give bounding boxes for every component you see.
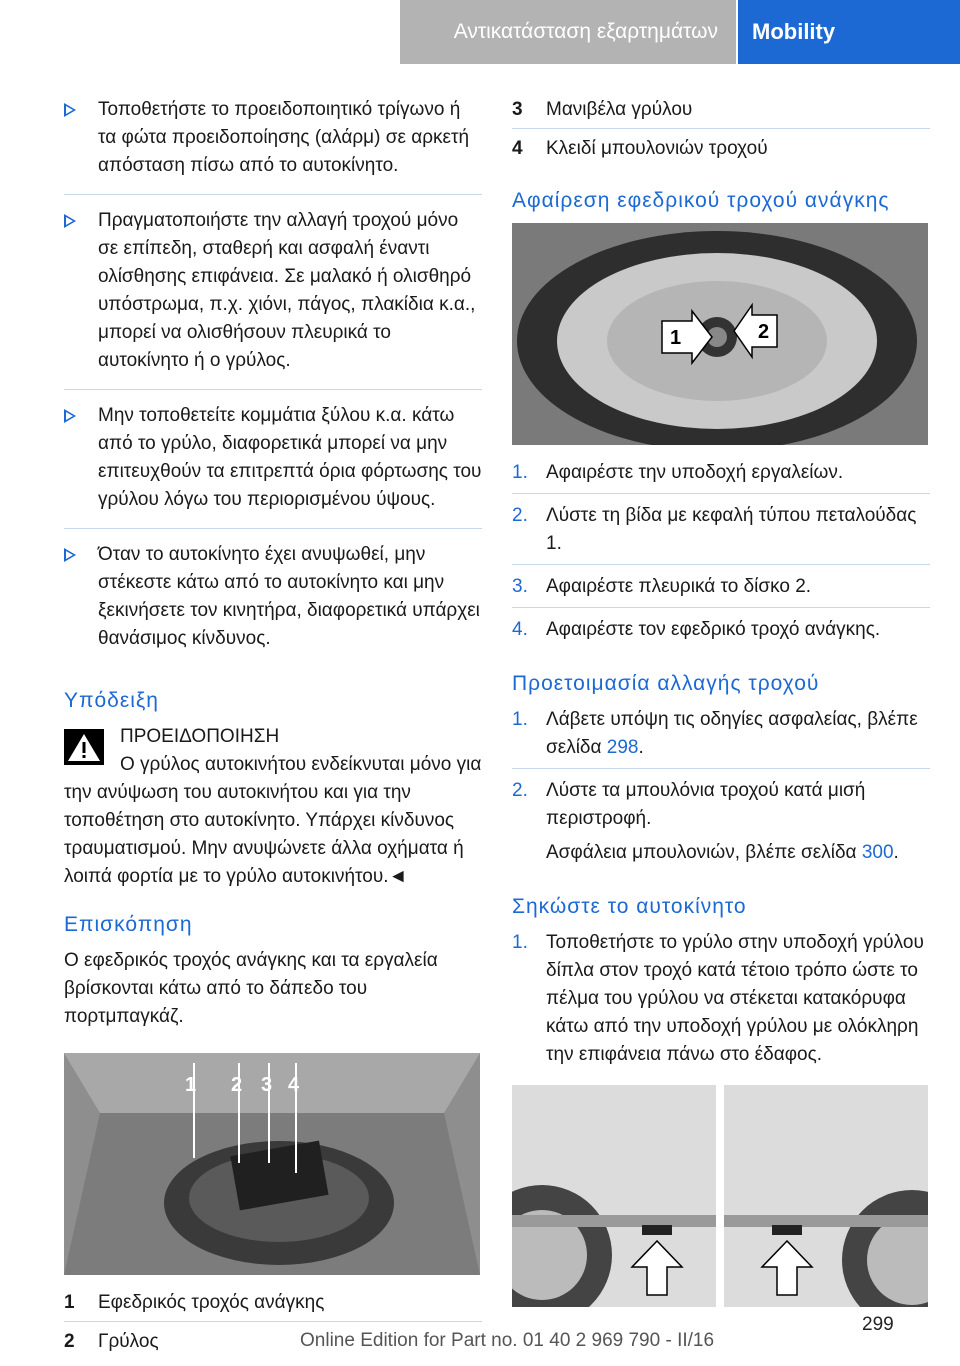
overview-text: Ο εφεδρικός τροχός ανάγκης και τα εργαλεία βρίσκονται κάτω από το δάπεδο του πορτμπαγκάζ. bbox=[64, 950, 438, 1027]
prepare-heading: Προετοιμασία αλλαγής τροχού bbox=[512, 672, 820, 695]
jack-steps bbox=[512, 929, 930, 1075]
step-item: 1. Αφαιρέστε την υποδοχή εργαλείων. bbox=[512, 459, 930, 494]
warning-title: ΠΡΟΕΙΔΟΠΟΙΗΣΗ bbox=[120, 726, 280, 747]
section-title: Αντικατάσταση εξαρτημάτων bbox=[400, 0, 736, 64]
chapter-tab: Mobility bbox=[738, 0, 960, 64]
step-item: 1. Τοποθετήστε το γρύλο στην υποδοχή γρύλου δίπλα στον τροχό κατά τέτοιο τρόπο ώστε το πέλμα του γρύλου να στέκεται κατακόρυφα κάτω από την υποδοχή γρύλου με ολόκληρη την επιφάνεια πάνω στο έδαφος. bbox=[512, 932, 924, 1065]
legend-item: 3 Μανιβέλα γρύλου bbox=[512, 96, 930, 129]
step-item: 2. Λύστε τα μπουλόνια τροχού κατά μισή περιστροφή. Ασφάλεια μπουλονιών, βλέπε σελίδα 300. bbox=[512, 777, 930, 873]
triangle-bullet-icon bbox=[64, 548, 76, 562]
legend-item: 2 Γρύλος bbox=[64, 1331, 159, 1352]
safety-bullet-list bbox=[64, 96, 482, 667]
bullet-item: Πραγματοποιήστε την αλλαγή τροχού μόνο σε επίπεδη, σταθερή και ασφαλή έναντι ολίσθησης επιφάνεια. Σε μαλακό ή ολισθηρό υπόστρωμα, π.χ. χιόνι, πάγος, πλακίδια κ.α., μπορεί να ολισθήσουν πλευρικά το αυτοκίνητο ή ο γρύλος. bbox=[64, 207, 482, 390]
left-column bbox=[64, 96, 482, 1366]
warning-icon bbox=[64, 729, 104, 765]
callout-2: 2 bbox=[231, 1074, 243, 1096]
warning-text: Ο γρύλος αυτοκινήτου ενδείκνυται μόνο για την ανύψωση του αυτοκινήτου και για την τοποθέτηση στο αυτοκίνητο. Υπάρχει κίνδυνος τραυματισμού. Μην ανυψώνετε άλλα οχήματα ή λοιπά φορτία με το γρύλο αυτοκινήτου.◄ bbox=[64, 754, 482, 887]
remove-spare-heading: Αφαίρεση εφεδρικού τροχού ανάγκης bbox=[512, 189, 890, 212]
spare-wheel-illustration bbox=[512, 223, 928, 445]
step-item: 4. Αφαιρέστε τον εφεδρικό τροχό ανάγκης. bbox=[512, 619, 881, 640]
jack-heading: Σηκώστε το αυτοκίνητο bbox=[512, 895, 747, 918]
triangle-bullet-icon bbox=[64, 103, 76, 117]
legend-item: 1 Εφεδρικός τροχός ανάγκης bbox=[64, 1289, 482, 1322]
legend-item: 4 Κλειδί μπουλονιών τροχού bbox=[512, 138, 768, 159]
note-heading: Υπόδειξη bbox=[64, 689, 159, 712]
photo-legend-continued bbox=[512, 96, 930, 167]
bullet-item: Τοποθετήστε το προειδοποιητικό τρίγωνο ή τα φώτα προειδοποίησης (αλάρμ) σε αρκετή απόσταση πίσω από το αυτοκίνητο. bbox=[64, 96, 482, 195]
bullet-item: Μην τοποθετείτε κομμάτια ξύλου κ.α. κάτω από το γρύλο, διαφορετικά μπορεί να μην επιτευχθούν τα επιτρεπτά όρια φόρτωσης του γρύλου λόγω του περιορισμένου ύψους. bbox=[64, 402, 482, 529]
jack-point-photo bbox=[512, 1085, 928, 1307]
page-link-300[interactable]: 300 bbox=[861, 842, 894, 863]
callout-1: 1 bbox=[670, 327, 682, 349]
callout-3: 3 bbox=[261, 1074, 273, 1096]
step-item: 1. Λάβετε υπόψη τις οδηγίες ασφαλείας, βλέπε σελίδα 298. bbox=[512, 706, 930, 769]
callout-1: 1 bbox=[185, 1074, 197, 1096]
triangle-bullet-icon bbox=[64, 409, 76, 423]
callout-4: 4 bbox=[288, 1074, 300, 1096]
page-footer bbox=[0, 1312, 960, 1362]
step-extra: Ασφάλεια μπουλονιών, βλέπε σελίδα 300. bbox=[546, 842, 899, 863]
step-item: 3. Αφαιρέστε πλευρικά το δίσκο 2. bbox=[512, 573, 930, 608]
overview-heading: Επισκόπηση bbox=[64, 913, 193, 936]
step-item: 2. Λύστε τη βίδα με κεφαλή τύπου πεταλούδας 1. bbox=[512, 502, 930, 565]
jack-point-illustration bbox=[512, 1085, 928, 1307]
trunk-illustration bbox=[64, 1053, 480, 1275]
remove-steps bbox=[512, 459, 930, 650]
prepare-steps bbox=[512, 706, 930, 873]
edition-text: Online Edition for Part no. 01 40 2 969 790 - II/16 bbox=[300, 1330, 715, 1351]
spare-wheel-photo bbox=[512, 223, 928, 445]
warning-box bbox=[64, 723, 482, 891]
right-column bbox=[512, 96, 930, 1307]
callout-2: 2 bbox=[758, 321, 770, 343]
triangle-bullet-icon bbox=[64, 214, 76, 228]
page-number: 299 bbox=[862, 1314, 894, 1335]
page-link-298[interactable]: 298 bbox=[606, 737, 639, 758]
page-header bbox=[0, 0, 960, 64]
bullet-item: Όταν το αυτοκίνητο έχει ανυψωθεί, μην στέκεστε κάτω από το αυτοκίνητο και μην ξεκινήσετε τον κινητήρα, διαφορετικά υπάρχει θανάσιμος κίνδυνος. bbox=[64, 541, 482, 667]
trunk-spare-wheel-photo bbox=[64, 1053, 480, 1275]
